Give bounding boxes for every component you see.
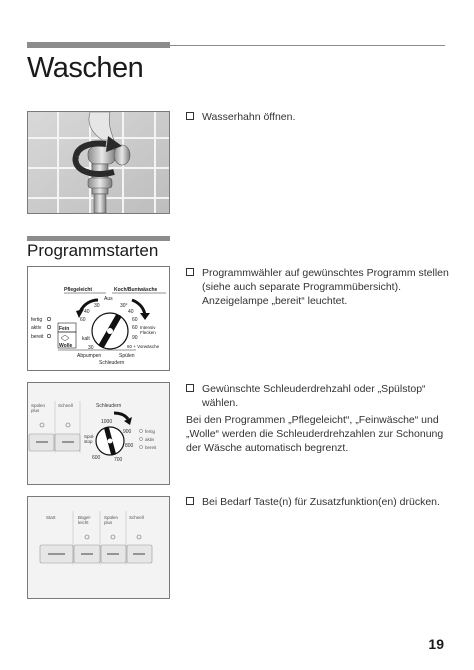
- svg-text:30°: 30°: [120, 303, 128, 309]
- svg-text:bereit: bereit: [31, 334, 44, 340]
- header-rule-thin: [170, 45, 445, 46]
- spin-note: Bei den Programmen „Pflegeleicht“, „Feinwäsche“ und „Wolle“ werden die Schleuderdrehzahlen zur Schonung der Wäsche automatisch begrenzt.: [186, 414, 444, 454]
- figure-function-buttons: [27, 496, 170, 599]
- svg-text:plus: plus: [104, 520, 113, 525]
- step-text: Wasserhahn öffnen.: [202, 111, 296, 123]
- step-open-tap: [186, 110, 451, 124]
- svg-text:30: 30: [88, 345, 94, 351]
- svg-text:leicht: leicht: [78, 520, 89, 525]
- label-vorwaesche: 60 + Vorwäsche: [127, 344, 160, 349]
- svg-text:fertig: fertig: [31, 317, 43, 323]
- svg-text:aktiv: aktiv: [31, 325, 42, 331]
- svg-text:60: 60: [80, 317, 86, 323]
- label-flecken: Flecken: [140, 330, 156, 335]
- svg-text:600: 600: [92, 455, 101, 461]
- step-select-spin: [186, 382, 451, 410]
- figure-water-tap: [27, 111, 170, 214]
- svg-text:40: 40: [84, 309, 90, 315]
- label-pflegeleicht: Pflegeleicht: [64, 287, 93, 293]
- svg-text:40: 40: [128, 309, 134, 315]
- svg-text:700: 700: [114, 457, 123, 463]
- checkbox-icon: [186, 268, 194, 276]
- section-title: Programmstarten: [27, 241, 159, 260]
- svg-text:1000: 1000: [101, 419, 113, 425]
- label-schnell: Schnell: [58, 403, 73, 408]
- svg-text:60: 60: [132, 325, 138, 331]
- header-rule-thick: [27, 42, 170, 48]
- checkbox-icon: [186, 384, 194, 392]
- label-schleudern: Schleudern: [96, 403, 122, 409]
- label-spuelen: Spülen: [119, 353, 135, 359]
- label-spuelen-plus: Spülen: [31, 403, 46, 408]
- label-spuelstop: Spül-: [84, 434, 95, 439]
- step-text: Programmwähler auf gewünschtes Programm stellen (siehe auch separate Programmübersicht). Anzeigelampe „bereit“ leuchtet.: [202, 267, 449, 307]
- step-extra-functions: [186, 495, 451, 509]
- svg-text:60: 60: [132, 317, 138, 323]
- svg-text:900: 900: [123, 429, 132, 435]
- svg-text:stop: stop: [84, 439, 93, 444]
- step-text: Gewünschte Schleuderdrehzahl oder „Spülstop“ wählen.: [202, 383, 426, 409]
- label-spuelen-plus: Spülen: [104, 515, 119, 520]
- checkbox-icon: [186, 497, 194, 505]
- svg-text:plus: plus: [31, 408, 40, 413]
- step-text: Bei Bedarf Taste(n) für Zusatzfunktion(en) drücken.: [202, 496, 440, 508]
- step-select-program: [186, 266, 451, 308]
- page-title: Waschen: [27, 52, 144, 84]
- svg-text:bereit: bereit: [145, 445, 157, 450]
- label-wolle: Wolle: [59, 343, 73, 349]
- label-schnell: Schnell: [129, 515, 144, 520]
- label-start: Start: [46, 515, 56, 520]
- label-kalt: kalt: [82, 336, 90, 342]
- svg-text:aktiv: aktiv: [145, 437, 155, 442]
- checkbox-icon: [186, 112, 194, 120]
- svg-text:90: 90: [132, 335, 138, 341]
- figure-program-dial: [27, 266, 170, 371]
- label-fein: Fein: [59, 326, 70, 332]
- svg-text:800: 800: [125, 443, 134, 449]
- svg-text:fertig: fertig: [145, 429, 156, 434]
- figure-spin-selector: [27, 382, 170, 485]
- label-kochbunt: Koch/Buntwäsche: [114, 287, 158, 293]
- label-abpumpen: Abpumpen: [77, 353, 102, 359]
- label-aus: Aus: [104, 296, 113, 302]
- page-number: 19: [428, 636, 444, 652]
- label-intensiv: Intensiv: [140, 325, 156, 330]
- label-schleudern: Schleudern: [99, 360, 125, 366]
- label-buegelleicht: Bügel-: [78, 515, 92, 520]
- svg-text:30: 30: [94, 303, 100, 309]
